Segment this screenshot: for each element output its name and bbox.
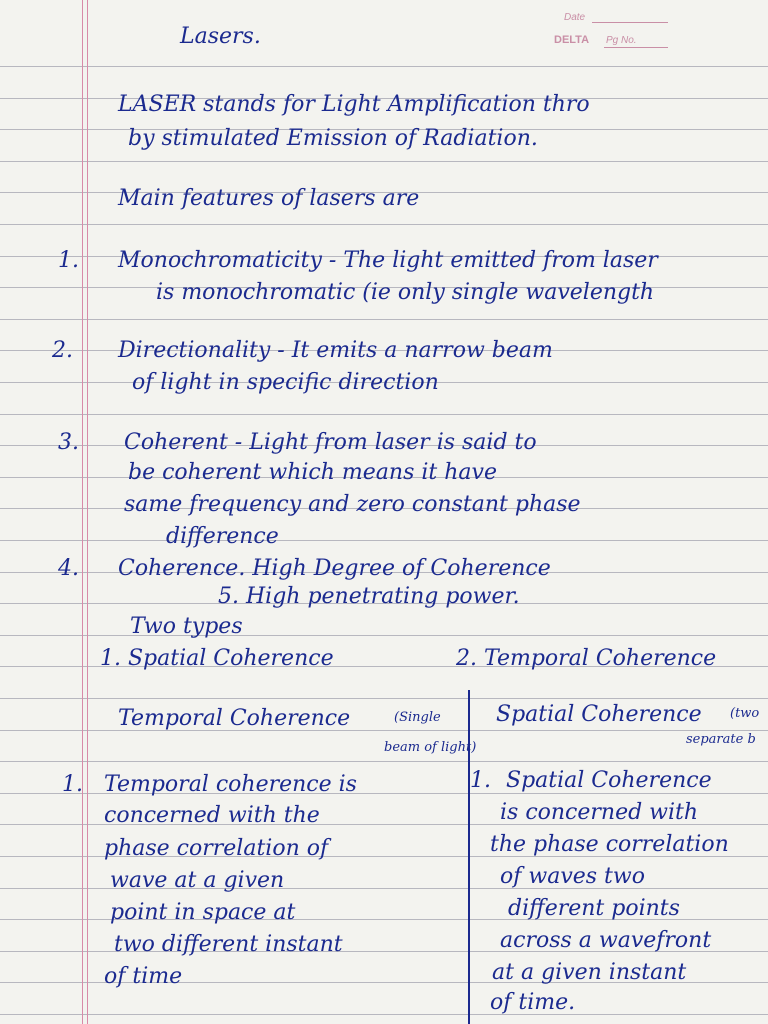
table-left-line: phase correlation of (104, 836, 329, 861)
margin-line (82, 0, 83, 1024)
ruled-line (0, 540, 768, 541)
types-heading: Two types (130, 614, 243, 639)
feature-3-line-1: Coherent - Light from laser is said to (124, 430, 537, 455)
table-right-heading-note-a: (two (730, 706, 760, 721)
table-right-line: at a given instant (492, 960, 687, 985)
table-right-line: of time. (490, 990, 576, 1015)
table-left-line: Temporal coherence is (104, 772, 357, 797)
table-right-line: Spatial Coherence (506, 768, 712, 793)
feature-1-line-1: Monochromaticity - The light emitted from laser (118, 248, 658, 273)
table-right-line: across a wavefront (500, 928, 712, 953)
table-left-number: 1. (62, 772, 83, 797)
ruled-line (0, 319, 768, 320)
feature-3-line-3: same frequency and zero constant phase (124, 492, 581, 517)
feature-5-line-1: 5. High penetrating power. (218, 584, 520, 609)
feature-1-line-2: is monochromatic (ie only single wavelength (156, 280, 655, 305)
page-number-label: Pg No. (606, 35, 637, 46)
ruled-line (0, 698, 768, 699)
ruled-line (0, 1014, 768, 1015)
table-right-line: different points (508, 896, 680, 921)
feature-2-line-1: Directionality - It emits a narrow beam (118, 338, 553, 363)
table-left-line: wave at a given (110, 868, 285, 893)
table-left-heading-note-a: (Single (394, 710, 441, 725)
feature-4-number: 4. (58, 556, 79, 581)
brand-label: DELTA (554, 34, 590, 46)
definition-line-2: by stimulated Emission of Radiation. (128, 126, 538, 151)
table-left-heading: Temporal Coherence (118, 706, 351, 731)
ruled-line (0, 730, 768, 731)
feature-2-line-2: of light in specific direction (132, 370, 439, 395)
table-left-line: concerned with the (104, 803, 320, 828)
margin-line-2 (87, 0, 88, 1024)
page-header-stamp (550, 6, 670, 48)
ruled-line (0, 414, 768, 415)
table-left-line: two different instant (114, 932, 343, 957)
feature-3-line-2: be coherent which means it have (128, 460, 497, 485)
ruled-line (0, 161, 768, 162)
table-right-line: the phase correlation (490, 832, 729, 857)
table-left-line: point in space at (110, 900, 296, 925)
table-right-line: of waves two (500, 864, 645, 889)
ruled-line (0, 761, 768, 762)
table-right-number: 1. (470, 768, 491, 793)
table-left-heading-note-b: beam of light) (384, 740, 477, 755)
feature-1-number: 1. (58, 248, 79, 273)
table-right-line: is concerned with (500, 800, 699, 825)
feature-2-number: 2. (52, 338, 73, 363)
table-right-heading-note-b: separate b (686, 732, 756, 747)
feature-3-number: 3. (58, 430, 79, 455)
feature-4-line-1: Coherence. High Degree of Coherence (118, 556, 551, 581)
types-item-1: 1. Spatial Coherence (100, 646, 334, 671)
page-title: Lasers. (180, 24, 261, 49)
features-heading: Main features of lasers are (118, 186, 420, 211)
table-right-heading: Spatial Coherence (496, 702, 702, 727)
table-left-line: of time (104, 964, 183, 989)
types-item-2: 2. Temporal Coherence (456, 646, 717, 671)
definition-line-1: LASER stands for Light Amplification thro (118, 92, 590, 117)
ruled-line (0, 635, 768, 636)
ruled-line (0, 66, 768, 67)
ruled-line (0, 224, 768, 225)
feature-3-line-4: difference (166, 524, 279, 549)
date-label: Date (564, 12, 586, 23)
